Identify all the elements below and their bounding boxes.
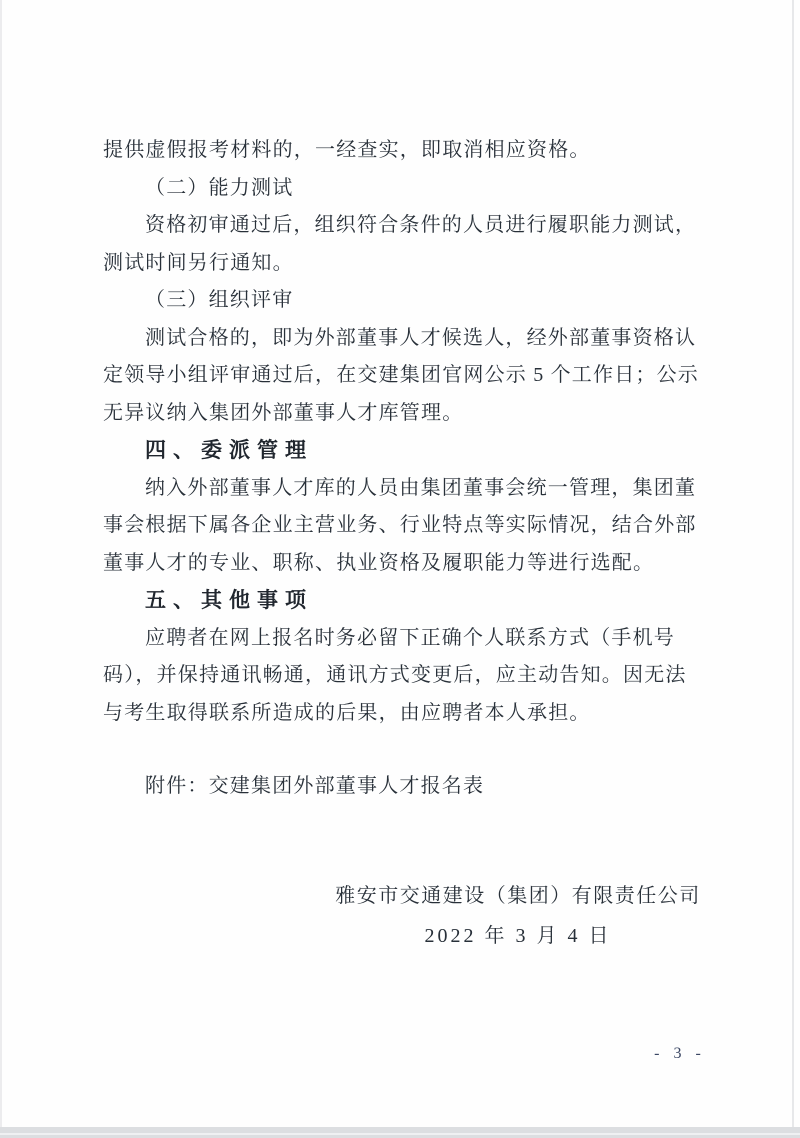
body-line: （三）组织评审	[145, 289, 294, 311]
body-line: 资格初审通过后，组织符合条件的人员进行履职能力测试，	[145, 214, 697, 236]
body-line: 无异议纳入集团外部董事人才库管理。	[103, 401, 464, 424]
body-line: 四、委派管理	[145, 439, 313, 462]
signature-company: 雅安市交通建设（集团）有限责任公司	[335, 885, 701, 907]
body-line: 董事人才的专业、职称、执业资格及履职能力等进行选配。	[103, 551, 655, 574]
attachment-line: 附件：交建集团外部董事人才报名表	[145, 775, 485, 797]
scan-edge-right	[792, 0, 794, 1138]
body-line: 提供虚假报考材料的，一经查实，即取消相应资格。	[103, 139, 591, 161]
body-line: 事会根据下属各企业主营业务、行业特点等实际情况，结合外部	[103, 514, 697, 536]
signature-date: 2022 年 3 月 4 日	[424, 925, 612, 947]
body-line: 与考生取得联系所造成的后果，由应聘者本人承担。	[103, 701, 591, 724]
body-lines	[103, 132, 709, 732]
scan-edge-bottom-highlight	[0, 1133, 800, 1135]
body-line: （二）能力测试	[145, 176, 294, 199]
page-number: - 3 -	[654, 1045, 706, 1062]
body-line: 测试时间另行通知。	[103, 251, 294, 274]
body-line: 定领导小组评审通过后，在交建集团官网公示 5 个工作日；公示	[103, 364, 699, 386]
body-line: 纳入外部董事人才库的人员由集团董事会统一管理，集团董	[145, 476, 697, 499]
document-body	[103, 132, 709, 806]
body-line: 测试合格的，即为外部董事人才候选人，经外部董事资格认	[145, 326, 697, 349]
scan-edge-left	[0, 0, 2, 1138]
body-line: 应聘者在网上报名时务必留下正确个人联系方式（手机号	[145, 626, 675, 649]
scan-edge-bottom	[0, 1127, 800, 1138]
body-line: 五、其他事项	[145, 589, 313, 612]
signature-block	[333, 880, 703, 960]
body-line: 码），并保持通讯畅通，通讯方式变更后，应主动告知。因无法	[103, 664, 687, 686]
